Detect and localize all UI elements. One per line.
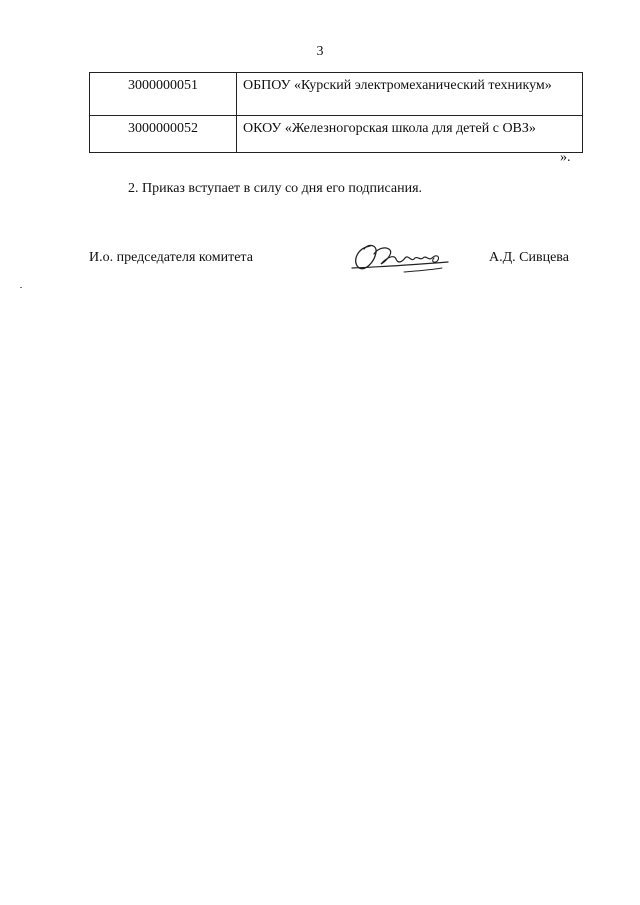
table-row	[90, 73, 583, 116]
institution-name-cell: ОКОУ «Железногорская школа для детей с ОВЗ»	[237, 116, 583, 153]
handwritten-signature	[348, 240, 452, 276]
institution-name-cell: ОБПОУ «Курский электромеханический техникум»	[237, 73, 583, 116]
signatory-title: И.о. председателя комитета	[89, 250, 253, 265]
scan-speck	[20, 287, 22, 288]
institution-code-cell: 3000000051	[90, 73, 237, 116]
table-row	[90, 116, 583, 153]
order-point-2: 2. Приказ вступает в силу со дня его подписания.	[128, 181, 423, 196]
closing-quote: ».	[560, 150, 571, 165]
page-number: 3	[316, 44, 324, 59]
signatory-name: А.Д. Сивцева	[489, 250, 569, 265]
institution-code-cell: 3000000052	[90, 116, 237, 153]
institutions-table	[89, 72, 583, 153]
